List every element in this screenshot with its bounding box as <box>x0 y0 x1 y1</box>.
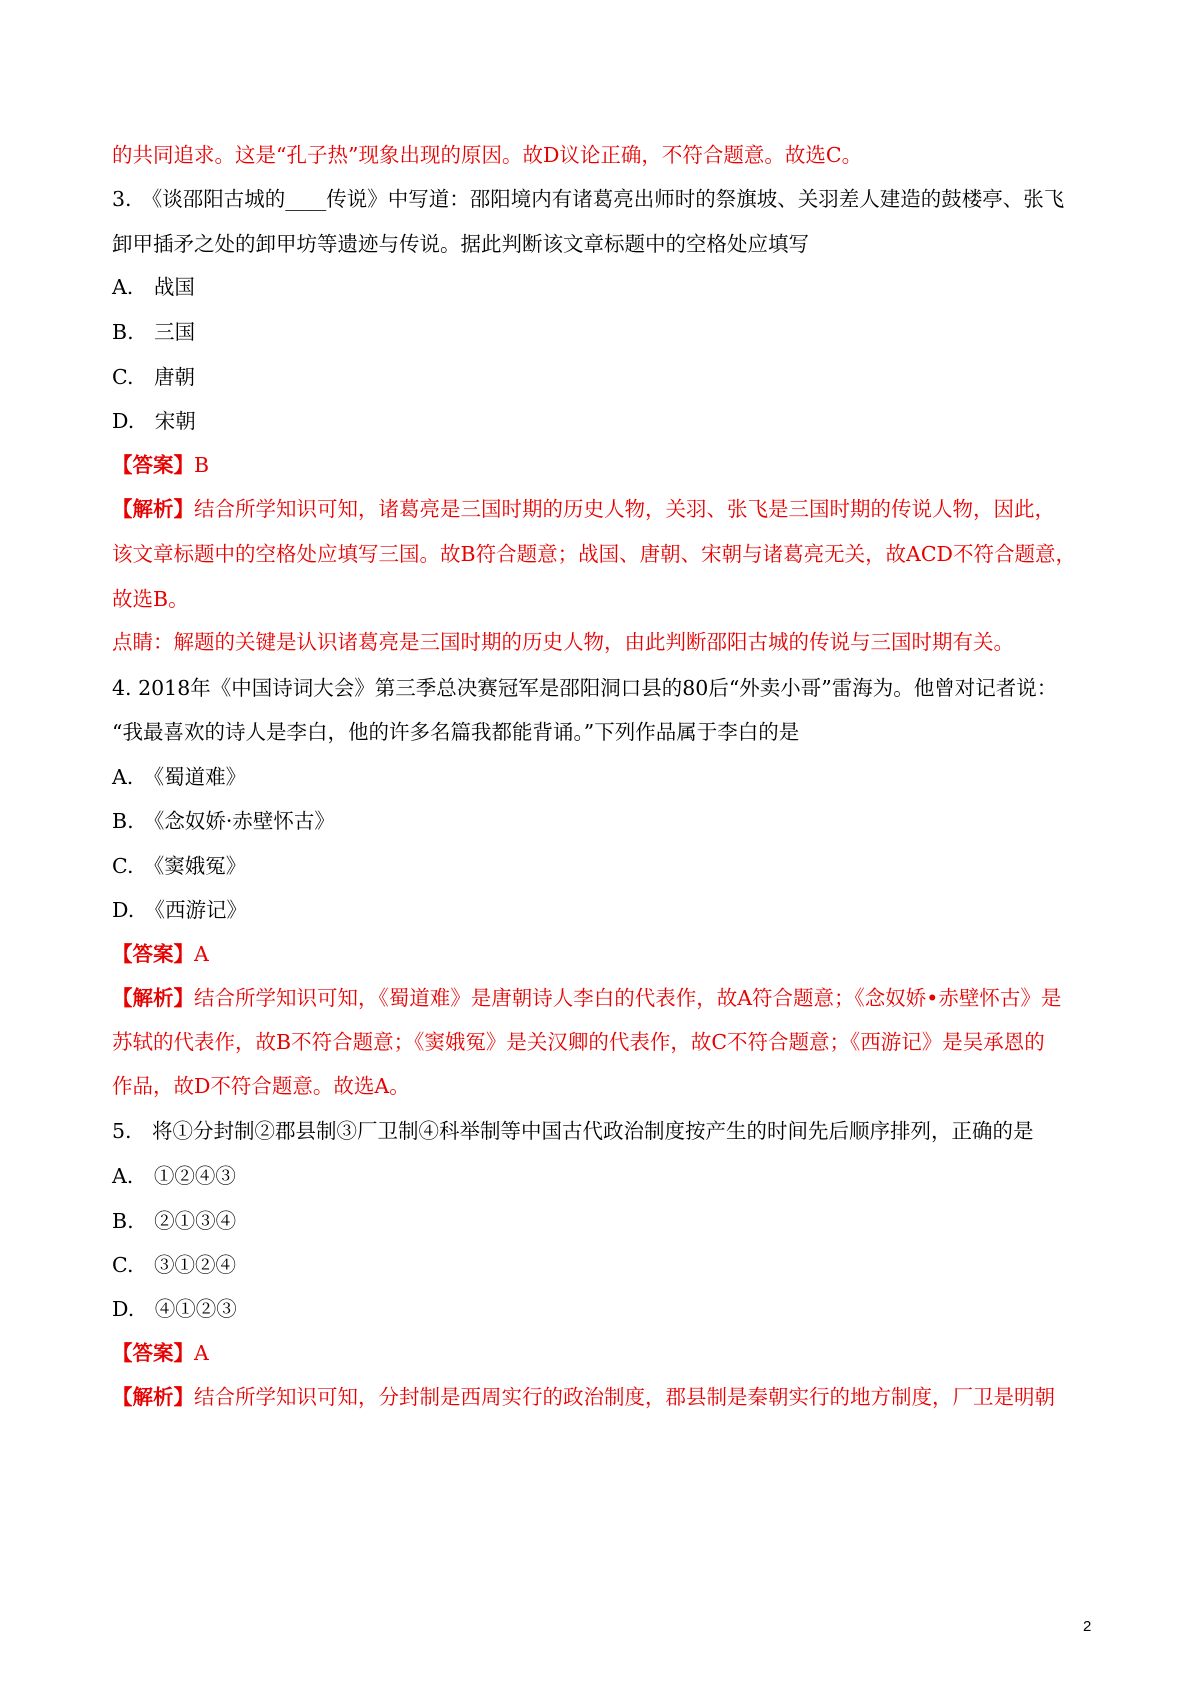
line-text: B. ②①③④ <box>112 1209 237 1233</box>
text-line <box>112 450 209 480</box>
text-line <box>112 362 195 392</box>
text-line <box>112 806 335 836</box>
line-text: 结合所学知识可知，诸葛亮是三国时期的历史人物，关羽、张飞是三国时期的传说人物，因此， <box>194 497 1055 521</box>
line-text: D. ④①②③ <box>112 1297 237 1321</box>
text-line <box>112 1206 236 1236</box>
text-line <box>112 627 1014 657</box>
line-text: 的共同追求。这是“孔子热”现象出现的原因。故D议论正确，不符合题意。故选C。 <box>112 143 863 167</box>
text-line <box>112 983 1061 1013</box>
text-line <box>112 317 195 347</box>
text-line <box>112 1338 209 1368</box>
text-line <box>112 1250 236 1280</box>
text-line <box>112 229 809 259</box>
line-text: 点睛：解题的关键是认识诸葛亮是三国时期的历史人物，由此判断邵阳古城的传说与三国时期有关。 <box>112 630 1014 654</box>
label-tag: 【解析】 <box>112 986 194 1010</box>
line-text: A. 《蜀道难》 <box>112 765 247 789</box>
line-text: A <box>194 942 209 966</box>
label-tag: 【解析】 <box>112 1385 194 1409</box>
text-line <box>112 939 209 969</box>
text-line <box>112 717 799 747</box>
line-text: B. 三国 <box>112 320 196 344</box>
text-line <box>112 1027 1045 1057</box>
line-text: C. 《窦娥冤》 <box>112 854 247 878</box>
line-text: 结合所学知识可知，分封制是西周实行的政治制度，郡县制是秦朝实行的地方制度，厂卫是明朝 <box>194 1385 1055 1409</box>
text-line <box>112 895 247 925</box>
text-line <box>112 673 1057 703</box>
text-line <box>112 184 1064 214</box>
line-text: 5. 将①分封制②郡县制③厂卫制④科举制等中国古代政治制度按产生的时间先后顺序排列，正确的是 <box>112 1119 1034 1143</box>
line-text: C. 唐朝 <box>112 365 195 389</box>
text-line <box>112 406 196 436</box>
label-tag: 【答案】 <box>112 453 194 477</box>
page-number: 2 <box>1083 1618 1092 1635</box>
line-text: 4. 2018年《中国诗词大会》第三季总决赛冠军是邵阳洞口县的80后“外卖小哥”雷海为。他曾对记者说： <box>112 676 1058 700</box>
text-line <box>112 762 246 792</box>
line-text: A. 战国 <box>112 275 195 299</box>
text-line <box>112 494 1055 524</box>
text-line <box>112 1071 410 1101</box>
text-line <box>112 1161 236 1191</box>
line-text: C. ③①②④ <box>112 1253 236 1277</box>
text-line <box>112 1116 1034 1146</box>
line-text: B <box>194 453 210 477</box>
line-text: A. ①②④③ <box>112 1164 236 1188</box>
text-line <box>112 539 1076 569</box>
text-line <box>112 1294 237 1324</box>
text-line <box>112 851 246 881</box>
line-text: 该文章标题中的空格处应填写三国。故B符合题意；战国、唐朝、宋朝与诸葛亮无关，故ACD不符合题意， <box>112 542 1076 566</box>
label-tag: 【答案】 <box>112 1341 194 1365</box>
line-text: 3. 《谈邵阳古城的____传说》中写道：邵阳境内有诸葛亮出师时的祭旗坡、关羽差人建造的鼓楼亭、张飞 <box>112 187 1065 211</box>
text-line <box>112 140 862 170</box>
line-text: 作品，故D不符合题意。故选A。 <box>112 1074 410 1098</box>
line-text: B. 《念奴娇·赤壁怀古》 <box>112 809 335 833</box>
line-text: 结合所学知识可知，《蜀道难》是唐朝诗人李白的代表作，故A符合题意；《念奴娇•赤壁怀古》是 <box>194 986 1062 1010</box>
label-tag: 【答案】 <box>112 942 194 966</box>
line-text: A <box>194 1341 209 1365</box>
line-text: 苏轼的代表作，故B不符合题意；《窦娥冤》是关汉卿的代表作，故C不符合题意；《西游记》是吴承恩的 <box>112 1030 1045 1054</box>
line-text: 卸甲插矛之处的卸甲坊等遗迹与传说。据此判断该文章标题中的空格处应填写 <box>112 232 809 256</box>
text-line <box>112 584 189 614</box>
text-line <box>112 1382 1055 1412</box>
line-text: D. 宋朝 <box>112 409 196 433</box>
line-text: “我最喜欢的诗人是李白，他的许多名篇我都能背诵。”下列作品属于李白的是 <box>112 720 800 744</box>
label-tag: 【解析】 <box>112 497 194 521</box>
line-text: 故选B。 <box>112 587 189 611</box>
text-line <box>112 272 195 302</box>
line-text: D. 《西游记》 <box>112 898 247 922</box>
